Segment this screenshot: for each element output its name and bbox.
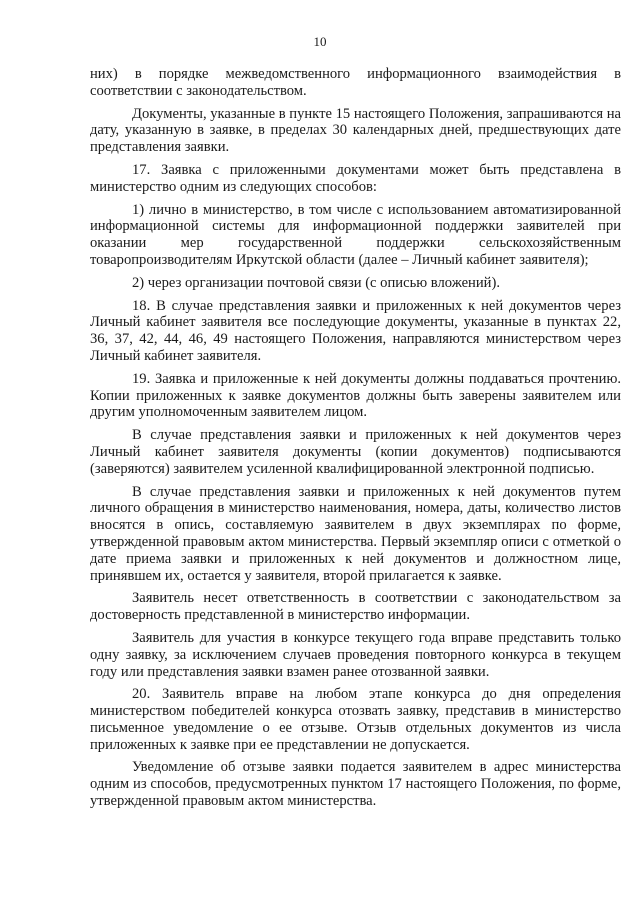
paragraph: Заявитель несет ответственность в соответствии с законодательством за достоверность представленной в министерство информации. [90, 590, 621, 624]
document-body [90, 66, 621, 816]
paragraph-item-19: 19. Заявка и приложенные к ней документы должны поддаваться прочтению. Копии приложенных к заявке документов должны быть заверены заявителем или другим уполномоченным заявителем лицом. [90, 370, 621, 421]
paragraph-continuation: них) в порядке межведомственного информационного взаимодействия в соответствии с законодательством. [90, 66, 621, 99]
paragraph: Заявитель для участия в конкурсе текущего года вправе представить только одну заявку, за исключением случаев проведения повторного конкурса в текущем году или представления заявки взамен ранее отозванной заявки. [90, 629, 621, 680]
page-number: 10 [313, 34, 327, 49]
paragraph-item-20: 20. Заявитель вправе на любом этапе конкурса до дня определения министерством победителей конкурса отозвать заявку, представив в министерство письменное уведомление о ее отзыве. Отзыв отдельных документов из числа приложенных к заявке при ее представлении не допускается. [90, 686, 621, 753]
paragraph: В случае представления заявки и приложенных к ней документов путем личного обращения в министерство наименования, номера, даты, количество листов вносятся в опись, составляемую заявителем в двух экземплярах по форме, утвержденной правовым актом министерства. Первый экземпляр описи с отметкой о дате приема заявки и приложенных к ней документов и должностном лице, принявшем их, остается у заявителя, второй прилагается к заявке. [90, 483, 621, 584]
paragraph-subitem-2: 2) через организации почтовой связи (с описью вложений). [132, 274, 500, 291]
paragraph-subitem-1: 1) лично в министерство, в том числе с использованием автоматизированной информационной системы для информационной поддержки заявителей при оказании мер государственной поддержки сельскохозяйственным товаропроизводителям Иркутской области (далее – Личный кабинет заявителя); [90, 201, 621, 268]
paragraph: В случае представления заявки и приложенных к ней документов через Личный кабинет заявителя документы (копии документов) подписываются (заверяются) заявителем усиленной квалифицированной электронной подписью. [90, 427, 621, 477]
paragraph: Уведомление об отзыве заявки подается заявителем в адрес министерства одним из способов, предусмотренных пунктом 17 настоящего Положения, по форме, утвержденной правовым актом министерства. [90, 759, 621, 810]
paragraph: Документы, указанные в пункте 15 настоящего Положения, запрашиваются на дату, указанную в заявке, в пределах 30 календарных дней, предшествующих дате представления заявки. [90, 105, 621, 156]
paragraph-item-17: 17. Заявка с приложенными документами может быть представлена в министерство одним из следующих способов: [90, 161, 621, 195]
paragraph-item-18: 18. В случае представления заявки и приложенных к ней документов через Личный кабинет заявителя все последующие документы, указанные в пунктах 22, 36, 37, 42, 44, 46, 49 настоящего Положения, направляются министерством через Личный кабинет заявителя. [90, 297, 621, 364]
